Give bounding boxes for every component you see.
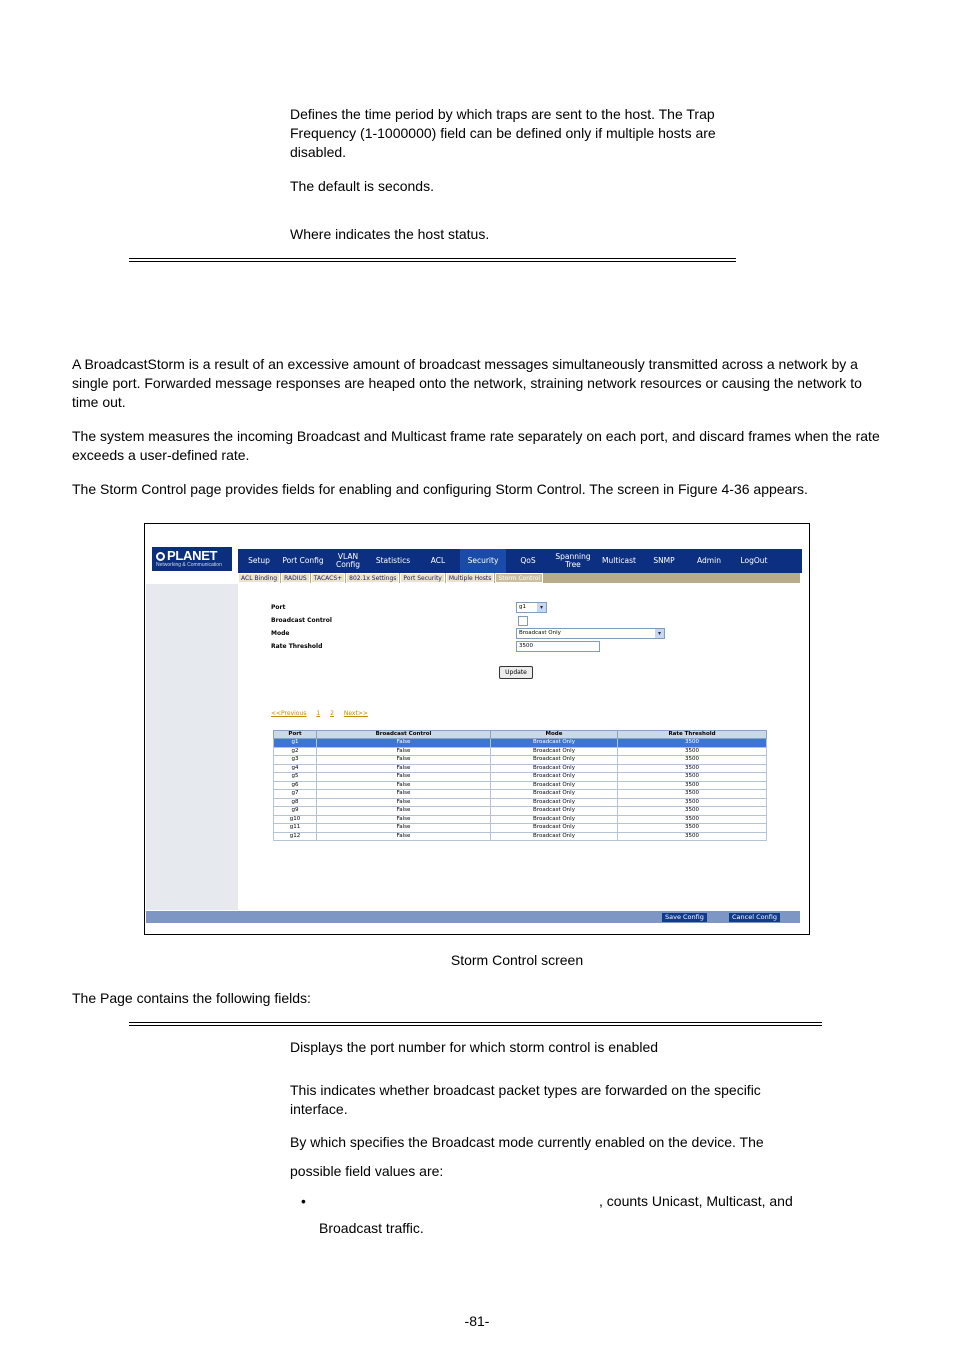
cell-broadcast-control: False [317,790,491,799]
chevron-down-icon: ▾ [655,629,664,638]
table-row[interactable] [274,790,767,799]
table-row[interactable] [274,798,767,807]
port-label: Port [271,604,286,611]
table-row[interactable] [274,773,767,782]
chevron-down-icon: ▾ [537,603,546,612]
nav-snmp[interactable]: SNMP [653,556,675,565]
cell-port: g11 [274,824,317,833]
cell-broadcast-control: False [317,764,491,773]
broadcast-control-checkbox[interactable] [518,616,528,626]
broadcast-control-label: Broadcast Control [271,617,332,624]
host-status-text: Where indicates the host status. [290,226,490,242]
col-broadcast-control: Broadcast Control [317,731,491,739]
logo-ring-icon [156,552,165,561]
cell-broadcast-control: False [317,781,491,790]
logo-text: PLANET [167,548,218,563]
cell-rate-threshold: 3500 [618,781,767,790]
table-row[interactable] [274,807,767,816]
fields-rule-top [129,1022,822,1023]
cell-broadcast-control: False [317,773,491,782]
mode-select-value: Broadcast Only [519,630,561,636]
mode-label: Mode [271,630,290,637]
subtab-radius[interactable]: RADIUS [281,573,310,583]
nav-qos[interactable]: QoS [520,556,536,565]
nav-acl[interactable]: ACL [430,556,446,565]
cell-rate-threshold: 3500 [618,824,767,833]
cell-rate-threshold: 3500 [618,832,767,841]
table-row[interactable] [274,815,767,824]
cell-port: g1 [274,739,317,748]
cell-broadcast-control: False [317,832,491,841]
intro-paragraph-2: The system measures the incoming Broadcast and Multicast frame rate separately on each port, and discard frames when the rate exceeds a user-defined rate. [72,428,880,463]
cell-rate-threshold: 3500 [618,807,767,816]
mode-select[interactable] [516,628,665,639]
subtab-multiple-hosts[interactable]: Multiple Hosts [446,573,495,583]
bottom-bar [146,911,800,923]
planet-logo [152,547,232,571]
cell-broadcast-control: False [317,807,491,816]
nav-port-config[interactable]: Port Config [282,556,324,565]
cell-port: g12 [274,832,317,841]
table-row[interactable] [274,756,767,765]
logo-subtitle: Networking & Communication [156,562,222,568]
col-rate-threshold: Rate Threshold [618,731,767,739]
broadcast-field-description: This indicates whether broadcast packet types are forwarded on the specific interface. [290,1082,761,1117]
cell-rate-threshold: 3500 [618,798,767,807]
cell-broadcast-control: False [317,798,491,807]
table-row[interactable] [274,747,767,756]
nav-security[interactable]: Security [460,549,506,573]
storm-control-screenshot [144,523,810,935]
pager-previous[interactable]: <<Previous [271,710,307,717]
table-row[interactable] [274,739,767,748]
subtab-port-security[interactable]: Port Security [400,573,444,583]
cell-mode: Broadcast Only [491,807,618,816]
rate-threshold-input[interactable]: 3500 [516,641,600,652]
cell-rate-threshold: 3500 [618,790,767,799]
port-select-value: g1 [519,604,526,610]
update-button[interactable]: Update [499,666,533,679]
mode-field-description: By which specifies the Broadcast mode currently enabled on the device. The [290,1134,764,1150]
rate-threshold-label: Rate Threshold [271,643,323,650]
cell-port: g7 [274,790,317,799]
pager-page-2[interactable]: 2 [330,710,334,717]
main-nav [238,549,802,573]
cell-mode: Broadcast Only [491,790,618,799]
intro-paragraph-1: A BroadcastStorm is a result of an excessive amount of broadcast messages simultaneously transmitted across a network by a single port. Forwarded message responses are heaped onto the network, straining network resources or causing the network to time out. [72,356,862,410]
cell-mode: Broadcast Only [491,747,618,756]
cell-mode: Broadcast Only [491,739,618,748]
cell-port: g6 [274,781,317,790]
subtab-8021x-settings[interactable]: 802.1x Settings [346,573,399,583]
cell-port: g2 [274,747,317,756]
mode-bullet-text: , counts Unicast, Multicast, and [599,1193,793,1209]
cell-port: g8 [274,798,317,807]
cell-broadcast-control: False [317,815,491,824]
save-config-button[interactable]: Save Config [662,913,707,922]
header [146,525,800,572]
table-rule-top [129,258,736,259]
cell-rate-threshold: 3500 [618,773,767,782]
col-mode: Mode [491,731,618,739]
nav-statistics[interactable]: Statistics [375,556,411,565]
cell-mode: Broadcast Only [491,824,618,833]
cell-mode: Broadcast Only [491,773,618,782]
cell-broadcast-control: False [317,756,491,765]
nav-vlan-config[interactable]: VLAN Config [335,552,361,569]
nav-multicast[interactable]: Multicast [602,556,636,565]
nav-admin[interactable]: Admin [697,556,721,565]
col-port: Port [274,731,317,739]
nav-logout[interactable]: LogOut [740,556,768,565]
table-row[interactable] [274,824,767,833]
page-number: -81- [464,1313,490,1329]
cell-port: g4 [274,764,317,773]
cancel-config-button[interactable]: Cancel Config [729,913,780,922]
pager-next[interactable]: Next>> [343,710,368,717]
cell-rate-threshold: 3500 [618,739,767,748]
cell-mode: Broadcast Only [491,815,618,824]
cell-port: g3 [274,756,317,765]
nav-spanning-tree[interactable]: Spanning Tree [555,552,591,569]
subtab-acl-binding[interactable]: ACL Binding [238,573,280,583]
cell-broadcast-control: False [317,739,491,748]
cell-port: g5 [274,773,317,782]
table-rule-bottom [129,261,736,262]
table-row[interactable] [274,764,767,773]
cell-port: g9 [274,807,317,816]
cell-mode: Broadcast Only [491,832,618,841]
port-field-description: Displays the port number for which storm control is enabled [290,1039,659,1055]
cell-rate-threshold: 3500 [618,756,767,765]
cell-mode: Broadcast Only [491,764,618,773]
mode-field-values-intro: possible field values are: [290,1163,444,1179]
nav-setup[interactable]: Setup [248,556,270,565]
bullet-icon: • [301,1193,306,1209]
security-subtabs [238,573,800,583]
table-row[interactable] [274,781,767,790]
pager [271,710,376,717]
pager-page-1[interactable]: 1 [316,710,321,717]
default-value-text: The default is seconds. [290,178,434,194]
cell-broadcast-control: False [317,747,491,756]
fields-intro: The Page contains the following fields: [72,990,311,1006]
cell-mode: Broadcast Only [491,756,618,765]
storm-control-table [273,730,767,841]
cell-port: g10 [274,815,317,824]
port-select[interactable] [516,602,547,613]
figure-caption: Storm Control screen [450,952,584,968]
table-row[interactable] [274,832,767,841]
cell-rate-threshold: 3500 [618,764,767,773]
left-panel [146,584,238,910]
cell-mode: Broadcast Only [491,781,618,790]
cell-rate-threshold: 3500 [618,815,767,824]
cell-rate-threshold: 3500 [618,747,767,756]
mode-bullet-text-continued: Broadcast traffic. [319,1220,424,1236]
fields-rule-bottom [129,1025,822,1026]
cell-broadcast-control: False [317,824,491,833]
trap-frequency-description: Defines the time period by which traps are sent to the host. The Trap Frequency (1-1000000) field can be defined only if multiple hosts are disabled. [290,106,716,160]
intro-paragraph-3: The Storm Control page provides fields for enabling and configuring Storm Control. The screen in Figure 4-36 appears. [72,481,808,497]
cell-mode: Broadcast Only [491,798,618,807]
subtab-storm-control[interactable]: Storm Control [495,573,543,583]
subtab-tacacs[interactable]: TACACS+ [311,573,345,583]
